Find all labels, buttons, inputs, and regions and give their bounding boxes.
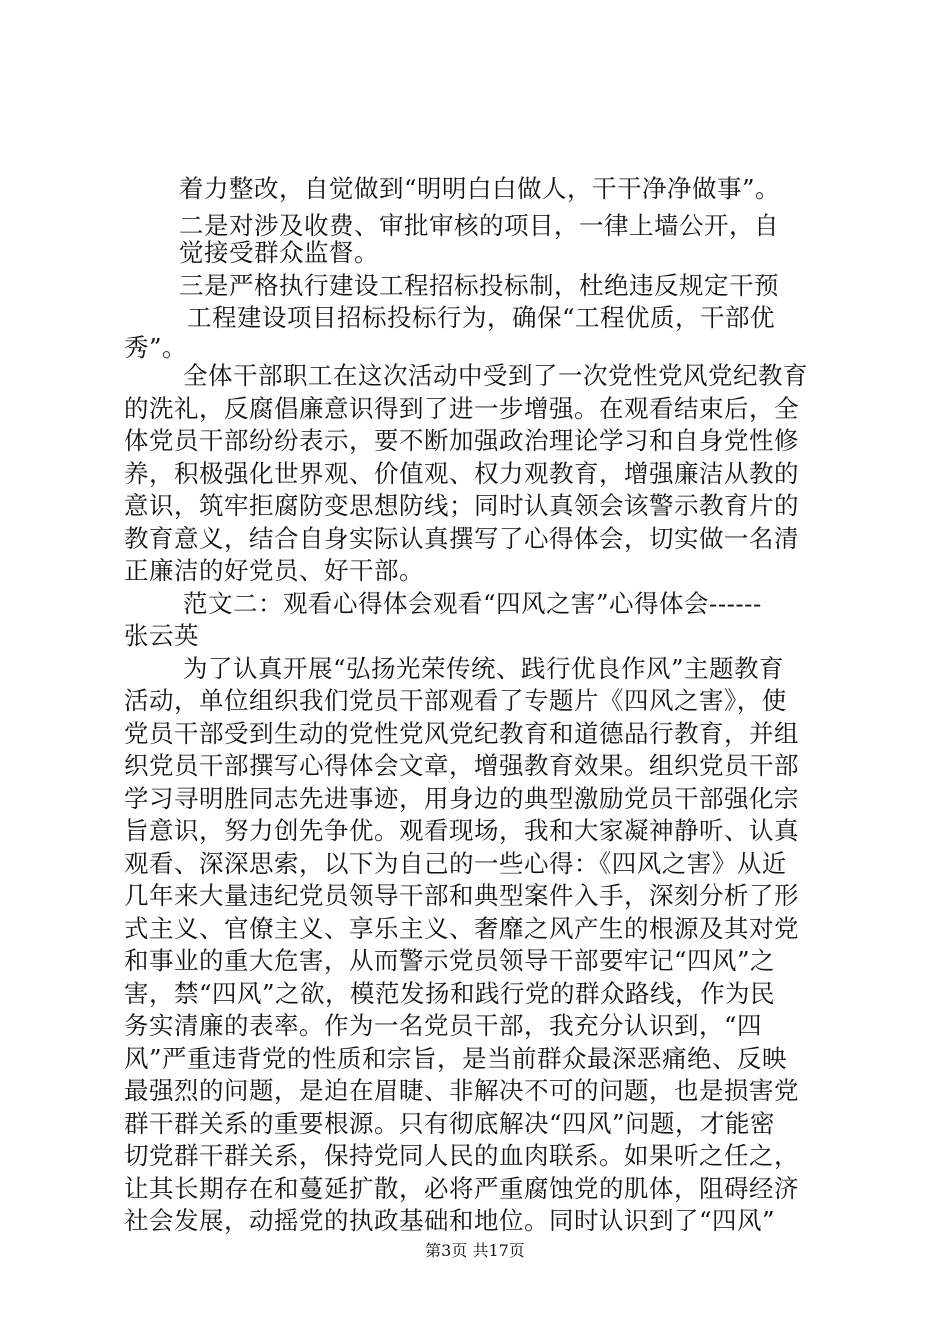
text-line: 的洗礼，反腐倡廉意识得到了进一步增强。在观看结束后，全 <box>124 394 799 423</box>
text-line: 活动，单位组织我们党员干部观看了专题片《四风之害》，使 <box>124 686 787 715</box>
text-line: 觉接受群众监督。 <box>179 238 379 267</box>
text-line: 害，禁“四风”之欲，模范发扬和践行党的群众路线，作为民 <box>124 979 776 1008</box>
page-footer <box>0 1240 950 1262</box>
text-line: 和事业的重大危害，从而警示党员领导干部要牢记“四风”之 <box>124 946 776 975</box>
text-line: 风”严重违背党的性质和宗旨，是当前群众最深恶痛绝、反映 <box>124 1044 788 1073</box>
text-line: 张云英 <box>124 621 199 650</box>
text-line: 秀”。 <box>124 333 188 362</box>
text-line: 党员干部受到生动的党性党风党纪教育和道德品行教育，并组 <box>124 719 799 748</box>
text-line: 意识，筑牢拒腐防变思想防线；同时认真领会该警示教育片的 <box>124 491 799 520</box>
page-number-label: 第3页 共17页 <box>425 1241 525 1260</box>
text-line: 为了认真开展“弘扬光荣传统、践行优良作风”主题教育 <box>183 654 785 683</box>
text-line: 教育意义，结合自身实际认真撰写了心得体会，切实做一名清 <box>124 524 799 553</box>
text-line: 社会发展，动摇党的执政基础和地位。同时认识到了“四风” <box>124 1206 776 1235</box>
text-line: 养，积极强化世界观、价值观、权力观教育，增强廉洁从教的 <box>124 459 799 488</box>
text-line: 几年来大量违纪党员领导干部和典型案件入手，深刻分析了形 <box>124 881 799 910</box>
text-line: 范文二：观看心得体会观看“四风之害”心得体会------ <box>183 589 762 618</box>
text-line: 观看、深深思索，以下为自己的一些心得：《四风之害》从近 <box>124 849 787 878</box>
text-line: 让其长期存在和蔓延扩散，必将严重腐蚀党的肌体，阻碍经济 <box>124 1174 799 1203</box>
text-line: 旨意识，努力创先争优。观看现场，我和大家凝神静听、认真 <box>124 816 799 845</box>
text-line: 着力整改，自觉做到“明明白白做人，干干净净做事”。 <box>179 174 781 203</box>
text-line: 务实清廉的表率。作为一名党员干部，我充分认识到，“四 <box>124 1011 763 1040</box>
text-line: 织党员干部撰写心得体会文章，增强教育效果。组织党员干部 <box>124 751 799 780</box>
text-line: 二是对涉及收费、审批审核的项目，一律上墙公开，自 <box>179 211 779 240</box>
text-line: 体党员干部纷纷表示，要不断加强政治理论学习和自身党性修 <box>124 426 799 455</box>
text-line: 工程建设项目招标投标行为，确保“工程优质，干部优 <box>187 303 776 332</box>
text-line: 学习寻明胜同志先进事迹，用身边的典型激励党员干部强化宗 <box>124 784 799 813</box>
text-line: 式主义、官僚主义、享乐主义、奢靡之风产生的根源及其对党 <box>124 914 799 943</box>
text-line: 全体干部职工在这次活动中受到了一次党性党风党纪教育 <box>183 361 808 390</box>
text-line: 正廉洁的好党员、好干部。 <box>124 556 424 585</box>
text-line: 群干群关系的重要根源。只有彻底解决“四风”问题，才能密 <box>124 1109 776 1138</box>
text-line: 最强烈的问题，是迫在眉睫、非解决不可的问题，也是损害党 <box>124 1076 799 1105</box>
text-line: 切党群干群关系，保持党同人民的血肉联系。如果听之任之， <box>124 1141 799 1170</box>
text-line: 三是严格执行建设工程招标投标制，杜绝违反规定干预 <box>179 271 779 300</box>
